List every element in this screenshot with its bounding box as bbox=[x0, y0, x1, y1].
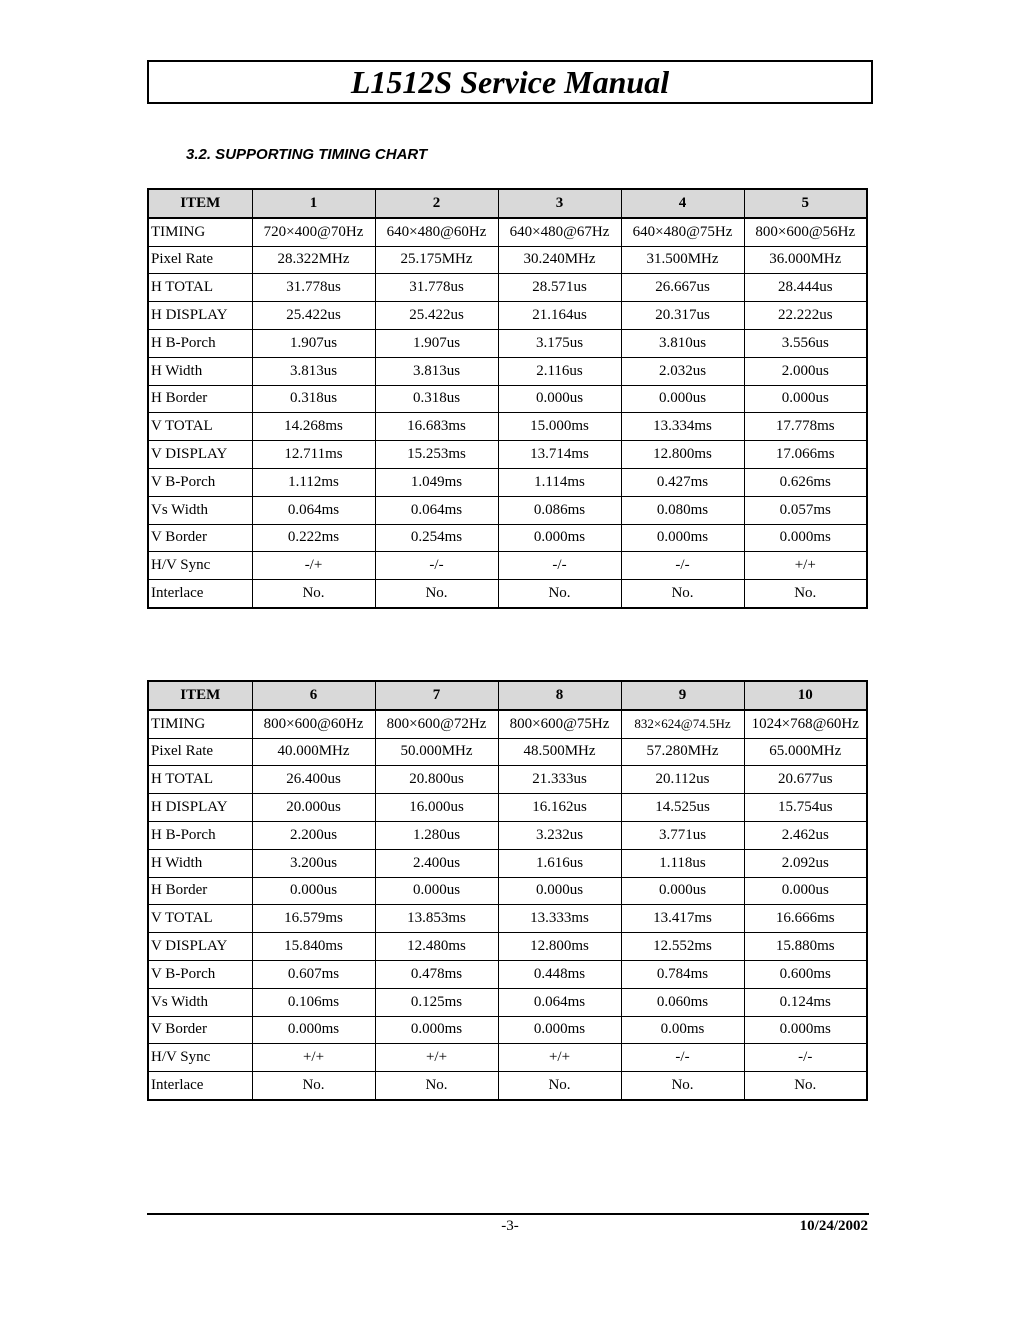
table-cell: No. bbox=[744, 580, 867, 608]
table-cell: 25.422us bbox=[252, 302, 375, 330]
table-cell: 3.813us bbox=[252, 357, 375, 385]
table-cell: 22.222us bbox=[744, 302, 867, 330]
table-cell: 1.118us bbox=[621, 849, 744, 877]
table-cell: 0.000us bbox=[375, 877, 498, 905]
table-cell: +/+ bbox=[744, 552, 867, 580]
table-cell: -/- bbox=[375, 552, 498, 580]
table-cell: 16.666ms bbox=[744, 905, 867, 933]
table-cell: 0.064ms bbox=[252, 496, 375, 524]
row-label: V DISPLAY bbox=[148, 933, 252, 961]
table-cell: 17.066ms bbox=[744, 441, 867, 469]
table-cell: 0.060ms bbox=[621, 988, 744, 1016]
table-cell: 0.000us bbox=[621, 385, 744, 413]
row-label: V TOTAL bbox=[148, 905, 252, 933]
table-cell: 20.677us bbox=[744, 766, 867, 794]
table-cell: 0.000ms bbox=[744, 1016, 867, 1044]
column-header-10: 10 bbox=[744, 681, 867, 710]
page-title: L1512S Service Manual bbox=[350, 64, 670, 100]
table-cell: 0.064ms bbox=[375, 496, 498, 524]
table-cell: 0.784ms bbox=[621, 960, 744, 988]
row-label: TIMING bbox=[148, 710, 252, 738]
table-cell: 0.600ms bbox=[744, 960, 867, 988]
table-cell: 832×624@74.5Hz bbox=[621, 710, 744, 738]
table-cell: 31.778us bbox=[252, 274, 375, 302]
table-cell: 13.853ms bbox=[375, 905, 498, 933]
row-label: H Border bbox=[148, 385, 252, 413]
table-cell: 17.778ms bbox=[744, 413, 867, 441]
table-cell: 2.092us bbox=[744, 849, 867, 877]
row-label: V TOTAL bbox=[148, 413, 252, 441]
table-cell: 15.253ms bbox=[375, 441, 498, 469]
table-cell: 12.800ms bbox=[621, 441, 744, 469]
table-row bbox=[148, 302, 867, 330]
table-cell: 12.711ms bbox=[252, 441, 375, 469]
table-cell: 3.771us bbox=[621, 821, 744, 849]
table-cell: 13.333ms bbox=[498, 905, 621, 933]
table-row bbox=[148, 413, 867, 441]
title-box bbox=[147, 60, 873, 104]
table-cell: 21.164us bbox=[498, 302, 621, 330]
table-cell: No. bbox=[498, 1072, 621, 1100]
row-label: H TOTAL bbox=[148, 766, 252, 794]
table-cell: 1.907us bbox=[252, 329, 375, 357]
footer-divider bbox=[147, 1213, 869, 1215]
table-row bbox=[148, 960, 867, 988]
table-row bbox=[148, 274, 867, 302]
table-cell: 1.049ms bbox=[375, 468, 498, 496]
table-cell: 640×480@75Hz bbox=[621, 218, 744, 246]
table-row bbox=[148, 766, 867, 794]
table-cell: 20.112us bbox=[621, 766, 744, 794]
table-cell: 0.000ms bbox=[498, 1016, 621, 1044]
table-cell: 16.683ms bbox=[375, 413, 498, 441]
table-cell: 15.754us bbox=[744, 794, 867, 822]
page-number: -3- bbox=[501, 1218, 519, 1234]
table-row bbox=[148, 246, 867, 274]
table-cell: 0.427ms bbox=[621, 468, 744, 496]
column-header-6: 6 bbox=[252, 681, 375, 710]
table-row bbox=[148, 933, 867, 961]
table-cell: 65.000MHz bbox=[744, 738, 867, 766]
table-cell: 3.813us bbox=[375, 357, 498, 385]
table-cell: 26.667us bbox=[621, 274, 744, 302]
column-header-1: 1 bbox=[252, 189, 375, 218]
table-row bbox=[148, 794, 867, 822]
table-row bbox=[148, 821, 867, 849]
table-cell: 0.318us bbox=[252, 385, 375, 413]
table-cell: +/+ bbox=[498, 1044, 621, 1072]
table-cell: 3.232us bbox=[498, 821, 621, 849]
row-label: TIMING bbox=[148, 218, 252, 246]
row-label: Pixel Rate bbox=[148, 738, 252, 766]
table-cell: 36.000MHz bbox=[744, 246, 867, 274]
table-row bbox=[148, 849, 867, 877]
table-cell: 15.840ms bbox=[252, 933, 375, 961]
footer-date: 10/24/2002 bbox=[799, 1218, 868, 1234]
table-cell: 0.106ms bbox=[252, 988, 375, 1016]
column-header-5: 5 bbox=[744, 189, 867, 218]
table-cell: 0.000us bbox=[498, 877, 621, 905]
table-cell: 0.057ms bbox=[744, 496, 867, 524]
column-header-9: 9 bbox=[621, 681, 744, 710]
table-cell: 0.000ms bbox=[375, 1016, 498, 1044]
table-cell: 2.462us bbox=[744, 821, 867, 849]
table-cell: +/+ bbox=[252, 1044, 375, 1072]
table-cell: +/+ bbox=[375, 1044, 498, 1072]
table-cell: 12.800ms bbox=[498, 933, 621, 961]
table-cell: 28.444us bbox=[744, 274, 867, 302]
table-cell: 21.333us bbox=[498, 766, 621, 794]
row-label: V DISPLAY bbox=[148, 441, 252, 469]
table-cell: 3.200us bbox=[252, 849, 375, 877]
table-cell: 14.268ms bbox=[252, 413, 375, 441]
table-cell: No. bbox=[621, 1072, 744, 1100]
table-cell: 20.000us bbox=[252, 794, 375, 822]
row-label: H Width bbox=[148, 357, 252, 385]
table-cell: 0.086ms bbox=[498, 496, 621, 524]
table-cell: No. bbox=[498, 580, 621, 608]
table-cell: 16.000us bbox=[375, 794, 498, 822]
table-cell: No. bbox=[744, 1072, 867, 1100]
table-cell: 28.322MHz bbox=[252, 246, 375, 274]
row-label: H Border bbox=[148, 877, 252, 905]
table-row bbox=[148, 1072, 867, 1100]
table-cell: 0.000ms bbox=[498, 524, 621, 552]
row-label: Interlace bbox=[148, 1072, 252, 1100]
table-row bbox=[148, 552, 867, 580]
column-header-item: ITEM bbox=[148, 189, 252, 218]
table-cell: -/- bbox=[744, 1044, 867, 1072]
table-cell: 0.448ms bbox=[498, 960, 621, 988]
table-cell: 0.00ms bbox=[621, 1016, 744, 1044]
row-label: V Border bbox=[148, 1016, 252, 1044]
row-label: Pixel Rate bbox=[148, 246, 252, 274]
table-cell: 1.112ms bbox=[252, 468, 375, 496]
row-label: H DISPLAY bbox=[148, 794, 252, 822]
timing-table-2 bbox=[147, 680, 868, 1101]
table-cell: 0.124ms bbox=[744, 988, 867, 1016]
table-cell: 0.064ms bbox=[498, 988, 621, 1016]
section-heading: 3.2. SUPPORTING TIMING CHART bbox=[186, 146, 428, 163]
table-cell: 31.778us bbox=[375, 274, 498, 302]
table-cell: 14.525us bbox=[621, 794, 744, 822]
column-header-item: ITEM bbox=[148, 681, 252, 710]
table-cell: 1.114ms bbox=[498, 468, 621, 496]
table-row bbox=[148, 580, 867, 608]
row-label: H B-Porch bbox=[148, 821, 252, 849]
table-header-row bbox=[148, 681, 867, 710]
table-cell: 1.616us bbox=[498, 849, 621, 877]
table-cell: 3.556us bbox=[744, 329, 867, 357]
table-cell: 57.280MHz bbox=[621, 738, 744, 766]
table-row bbox=[148, 496, 867, 524]
table-cell: 0.125ms bbox=[375, 988, 498, 1016]
table-cell: 2.200us bbox=[252, 821, 375, 849]
table-cell: 720×400@70Hz bbox=[252, 218, 375, 246]
table-row bbox=[148, 905, 867, 933]
table-cell: 26.400us bbox=[252, 766, 375, 794]
table-cell: 13.417ms bbox=[621, 905, 744, 933]
table-cell: -/- bbox=[498, 552, 621, 580]
table-cell: 40.000MHz bbox=[252, 738, 375, 766]
table-cell: 2.116us bbox=[498, 357, 621, 385]
table-cell: No. bbox=[375, 580, 498, 608]
column-header-3: 3 bbox=[498, 189, 621, 218]
column-header-2: 2 bbox=[375, 189, 498, 218]
table-row bbox=[148, 988, 867, 1016]
table-cell: 48.500MHz bbox=[498, 738, 621, 766]
table-cell: 0.000us bbox=[621, 877, 744, 905]
table-cell: 25.175MHz bbox=[375, 246, 498, 274]
table-row bbox=[148, 385, 867, 413]
table-cell: -/+ bbox=[252, 552, 375, 580]
row-label: H/V Sync bbox=[148, 1044, 252, 1072]
table-row bbox=[148, 738, 867, 766]
row-label: H Width bbox=[148, 849, 252, 877]
table-cell: 0.000ms bbox=[744, 524, 867, 552]
table-cell: 640×480@60Hz bbox=[375, 218, 498, 246]
table-cell: 3.175us bbox=[498, 329, 621, 357]
row-label: V B-Porch bbox=[148, 468, 252, 496]
table-cell: 0.000us bbox=[744, 877, 867, 905]
table-cell: 16.579ms bbox=[252, 905, 375, 933]
table-cell: 20.317us bbox=[621, 302, 744, 330]
table-cell: 2.032us bbox=[621, 357, 744, 385]
table-cell: 28.571us bbox=[498, 274, 621, 302]
table-cell: 800×600@72Hz bbox=[375, 710, 498, 738]
column-header-8: 8 bbox=[498, 681, 621, 710]
table-cell: No. bbox=[621, 580, 744, 608]
table-cell: 800×600@60Hz bbox=[252, 710, 375, 738]
table-cell: 0.318us bbox=[375, 385, 498, 413]
table-header-row bbox=[148, 189, 867, 218]
table-cell: 0.607ms bbox=[252, 960, 375, 988]
table-cell: 3.810us bbox=[621, 329, 744, 357]
row-label: Vs Width bbox=[148, 496, 252, 524]
table-cell: 640×480@67Hz bbox=[498, 218, 621, 246]
table-cell: 12.480ms bbox=[375, 933, 498, 961]
table-cell: No. bbox=[252, 580, 375, 608]
table-row bbox=[148, 441, 867, 469]
table-cell: 0.478ms bbox=[375, 960, 498, 988]
table-cell: 0.000us bbox=[252, 877, 375, 905]
table-cell: 2.000us bbox=[744, 357, 867, 385]
table-cell: 800×600@75Hz bbox=[498, 710, 621, 738]
table-cell: 1.907us bbox=[375, 329, 498, 357]
timing-table-1 bbox=[147, 188, 868, 609]
row-label: Vs Width bbox=[148, 988, 252, 1016]
table-cell: -/- bbox=[621, 1044, 744, 1072]
table-cell: 0.626ms bbox=[744, 468, 867, 496]
table-row bbox=[148, 1016, 867, 1044]
table-cell: 30.240MHz bbox=[498, 246, 621, 274]
table-cell: 13.714ms bbox=[498, 441, 621, 469]
row-label: V Border bbox=[148, 524, 252, 552]
row-label: H/V Sync bbox=[148, 552, 252, 580]
table-cell: 25.422us bbox=[375, 302, 498, 330]
table-row bbox=[148, 877, 867, 905]
row-label: H B-Porch bbox=[148, 329, 252, 357]
row-label: V B-Porch bbox=[148, 960, 252, 988]
table-row bbox=[148, 1044, 867, 1072]
table-cell: 800×600@56Hz bbox=[744, 218, 867, 246]
table-cell: 15.000ms bbox=[498, 413, 621, 441]
table-row bbox=[148, 357, 867, 385]
table-row bbox=[148, 524, 867, 552]
table-cell: 1.280us bbox=[375, 821, 498, 849]
table-cell: 12.552ms bbox=[621, 933, 744, 961]
row-label: Interlace bbox=[148, 580, 252, 608]
table-cell: 15.880ms bbox=[744, 933, 867, 961]
table-cell: 0.254ms bbox=[375, 524, 498, 552]
table-cell: 1024×768@60Hz bbox=[744, 710, 867, 738]
table-cell: 16.162us bbox=[498, 794, 621, 822]
row-label: H DISPLAY bbox=[148, 302, 252, 330]
table-cell: 20.800us bbox=[375, 766, 498, 794]
table-cell: 0.000ms bbox=[621, 524, 744, 552]
table-cell: 13.334ms bbox=[621, 413, 744, 441]
table-cell: 0.000us bbox=[744, 385, 867, 413]
table-cell: 50.000MHz bbox=[375, 738, 498, 766]
table-cell: 2.400us bbox=[375, 849, 498, 877]
table-cell: 0.080ms bbox=[621, 496, 744, 524]
table-cell: 0.000us bbox=[498, 385, 621, 413]
table-row bbox=[148, 218, 867, 246]
table-cell: 31.500MHz bbox=[621, 246, 744, 274]
table-cell: 0.000ms bbox=[252, 1016, 375, 1044]
row-label: H TOTAL bbox=[148, 274, 252, 302]
table-row bbox=[148, 329, 867, 357]
table-row bbox=[148, 468, 867, 496]
column-header-4: 4 bbox=[621, 189, 744, 218]
table-row bbox=[148, 710, 867, 738]
column-header-7: 7 bbox=[375, 681, 498, 710]
table-cell: No. bbox=[375, 1072, 498, 1100]
table-cell: 0.222ms bbox=[252, 524, 375, 552]
table-cell: No. bbox=[252, 1072, 375, 1100]
table-cell: -/- bbox=[621, 552, 744, 580]
